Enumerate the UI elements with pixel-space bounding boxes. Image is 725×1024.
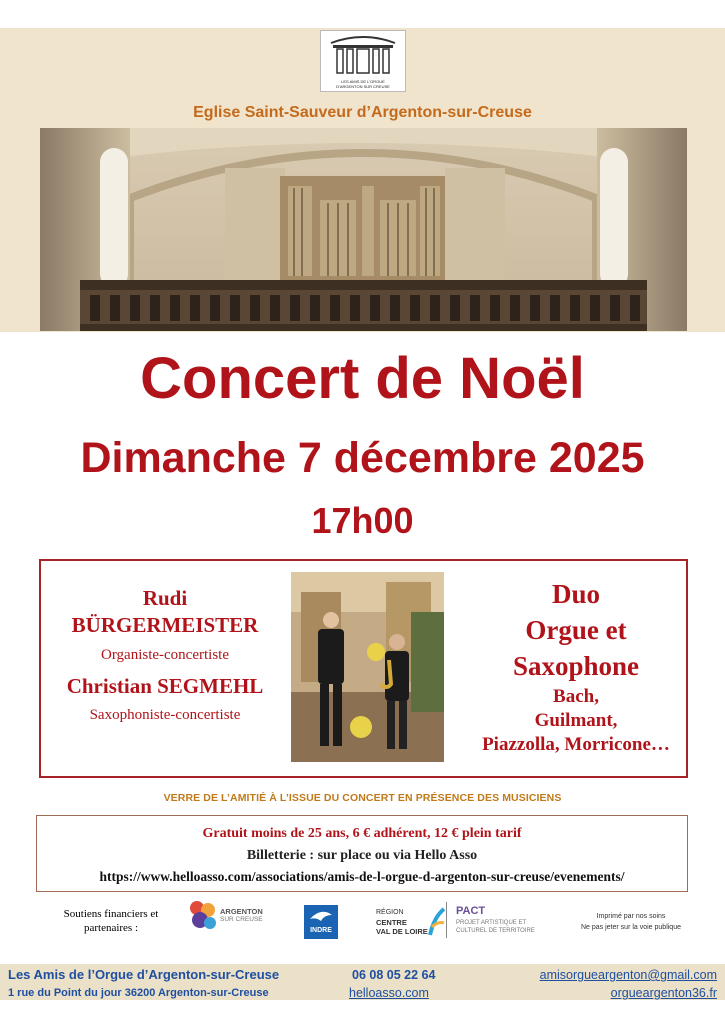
- performer-name-2: Christian SEGMEHL: [66, 674, 264, 698]
- reception-notice: VERRE DE L’AMITIÉ À L’ISSUE DU CONCERT EN PRÉSENCE DES MUSICIENS: [163, 792, 562, 804]
- ticket-prices: Gratuit moins de 25 ans, 6 € adhérent, 12 € plein tarif: [202, 826, 522, 841]
- footer-email-link[interactable]: amisorgueargenton@gmail.com: [539, 968, 717, 982]
- footer-helloasso-link[interactable]: helloasso.com: [349, 986, 429, 1000]
- bird-icon: [304, 905, 338, 927]
- performer-role-2: Saxophoniste-concertiste: [89, 707, 241, 723]
- footer: [0, 964, 725, 1000]
- program-composer-3: Piazzolla, Morricone…: [482, 734, 670, 755]
- performer-role-1: Organiste-concertiste: [100, 647, 229, 663]
- pact-title: PACT: [456, 905, 486, 917]
- partners-label-1: Soutiens financiers et: [63, 908, 159, 920]
- footer-address: 1 rue du Point du jour 36200 Argenton-sur-Creuse: [8, 987, 269, 999]
- program-composer-2: Guilmant,: [534, 710, 618, 731]
- musicians-photo: [291, 572, 444, 762]
- logo-caption-2: D'ARGENTON SUR CREUSE: [336, 84, 390, 89]
- print-notice-1: Imprimé par nos soins: [596, 913, 666, 920]
- region-text-1: RÉGION: [376, 909, 404, 916]
- argenton-text-1: ARGENTON: [220, 907, 263, 916]
- performer-first-name: Rudi: [142, 586, 188, 610]
- region-emblem-icon: [428, 907, 446, 937]
- partner-divider: [446, 902, 447, 938]
- concert-title: Concert de Noël: [140, 346, 585, 411]
- argenton-logo: [188, 898, 268, 934]
- pact-text-1: PROJET ARTISTIQUE ET: [456, 920, 527, 926]
- pact-logo: [456, 905, 546, 941]
- pact-text-2: CULTUREL DE TERRITOIRE: [456, 928, 535, 934]
- print-notice: [572, 911, 690, 933]
- region-text-3: VAL DE LOIRE: [376, 927, 428, 936]
- argenton-emblem-icon: [188, 898, 218, 932]
- tickets-box: [36, 815, 688, 892]
- program-duo: Duo: [551, 579, 600, 609]
- region-text-2: CENTRE: [376, 918, 407, 927]
- program-orgue: Orgue et: [525, 615, 627, 645]
- indre-logo: [304, 905, 338, 939]
- venue: Eglise Saint-Sauveur d’Argenton-sur-Creuse: [193, 104, 532, 121]
- print-notice-2: Ne pas jeter sur la voie publique: [580, 924, 681, 931]
- ticket-url-link[interactable]: https://www.helloasso.com/associations/amis-de-l-orgue-d-argenton-sur-creuse/evenements/: [99, 869, 625, 884]
- concert-date: Dimanche 7 décembre 2025: [80, 434, 645, 482]
- partners-label: [52, 907, 170, 935]
- region-logo: [376, 905, 456, 941]
- indre-text: INDRE: [310, 927, 332, 934]
- footer-phone: 06 08 05 22 64: [352, 968, 436, 982]
- concert-time: 17h00: [311, 500, 414, 541]
- footer-website-link[interactable]: orgueargenton36.fr: [610, 986, 717, 1000]
- argenton-text-2: SUR CREUSE: [220, 916, 263, 923]
- program-saxophone: Saxophone: [512, 651, 640, 681]
- partners-label-2: partenaires :: [83, 922, 139, 934]
- program-composer-1: Bach,: [553, 686, 599, 707]
- ticket-billetterie: Billetterie : sur place ou via Hello Asso: [246, 848, 478, 863]
- organ-pipes-icon: [329, 35, 397, 75]
- organ-loft-photo: [40, 128, 687, 331]
- organ-logo: [320, 30, 406, 92]
- footer-org-name: Les Amis de l’Orgue d’Argenton-sur-Creuse: [8, 967, 280, 982]
- logo-caption-1: LES AMIS DE L'ORGUE: [341, 79, 385, 84]
- performer-last-name: BÜRGERMEISTER: [71, 613, 259, 637]
